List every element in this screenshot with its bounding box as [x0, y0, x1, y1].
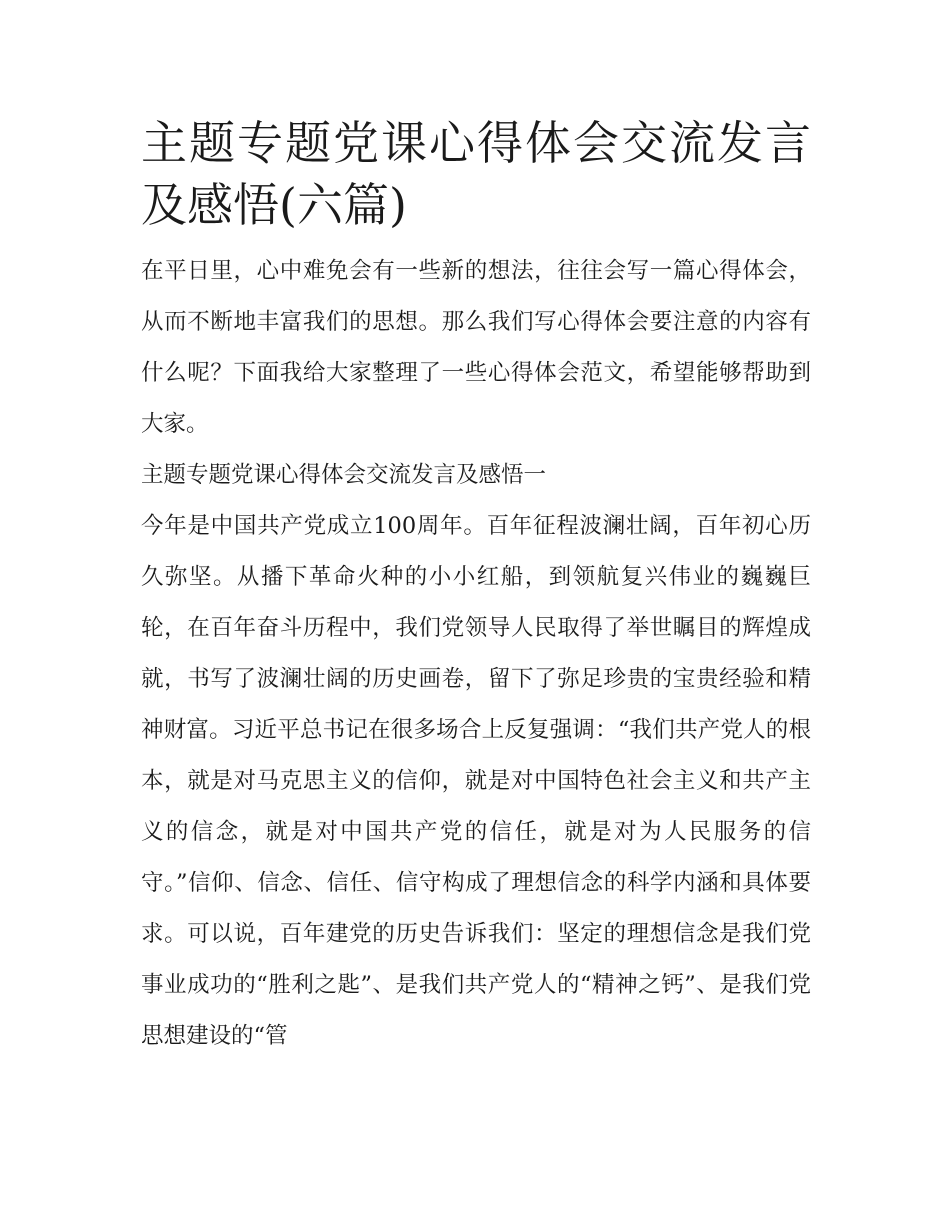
intro-paragraph: 在平日里，心中难免会有一些新的想法，往往会写一篇心得体会，从而不断地丰富我们的思想。那么我们写心得体会要注意的内容有什么呢？下面我给大家整理了一些心得体会范文，希望能够帮助到大家。 — [141, 258, 811, 437]
document-title: 主题专题党课心得体会交流发言及感悟(六篇) — [141, 116, 811, 232]
document-content — [141, 112, 811, 1062]
section-heading: 主题专题党课心得体会交流发言及感悟一 — [141, 462, 547, 488]
body-paragraph: 今年是中国共产党成立100周年。百年征程波澜壮阔，百年初心历久弥坚。从播下革命火种的小小红船，到领航复兴伟业的巍巍巨轮，在百年奋斗历程中，我们党领导人民取得了举世瞩目的辉煌成就，书写了波澜壮阔的历史画卷，留下了弥足珍贵的宝贵经验和精神财富。习近平总书记在很多场合上反复强调：“我们共产党人的根本，就是对马克思主义的信仰，就是对中国特色社会主义和共产主义的信念，就是对中国共产党的信任，就是对为人民服务的信守。”信仰、信念、信任、信守构成了理想信念的科学内涵和具体要求。可以说，百年建党的历史告诉我们：坚定的理想信念是我们党事业成功的“胜利之匙”、是我们共产党人的“精神之钙”、是我们党思想建设的“管 — [141, 513, 811, 1049]
